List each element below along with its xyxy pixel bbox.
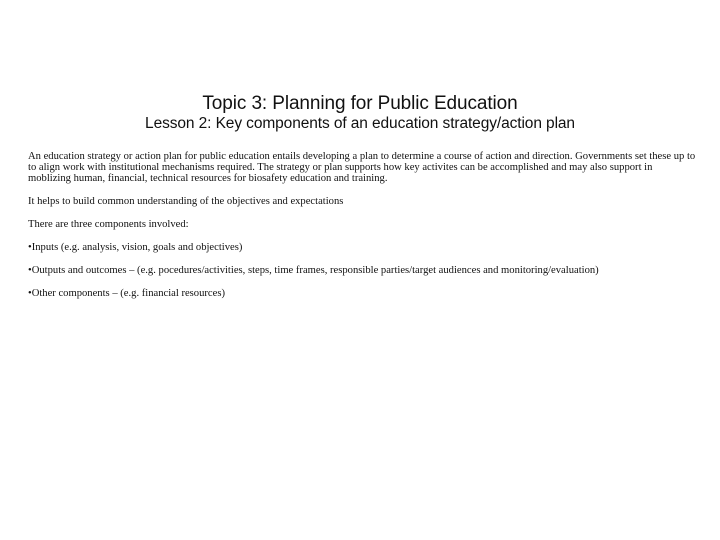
components-intro-paragraph: There are three components involved: [28,219,189,230]
understanding-paragraph: It helps to build common understanding of the objectives and expectations [28,196,344,207]
bullet-outputs: •Outputs and outcomes – (e.g. pocedures/activities, steps, time frames, responsible parties/target audiences and monitoring/evaluation) [28,265,599,276]
bullet-inputs: •Inputs (e.g. analysis, vision, goals and objectives) [28,242,243,253]
slide-body [28,151,696,311]
bullet-other: •Other components – (e.g. financial resources) [28,288,225,299]
slide-subtitle: Lesson 2: Key components of an education strategy/action plan [145,115,575,132]
slide-title: Topic 3: Planning for Public Education [202,93,518,114]
intro-paragraph: An education strategy or action plan for public education entails developing a plan to determine a course of action and direction. Governments set these up to to align work with institutional mechanisms required. The strategy or plan supports how key activites can be accomplished and may also support in moblizing human, financial, technical resources for biosafety education and training. [28,151,696,184]
